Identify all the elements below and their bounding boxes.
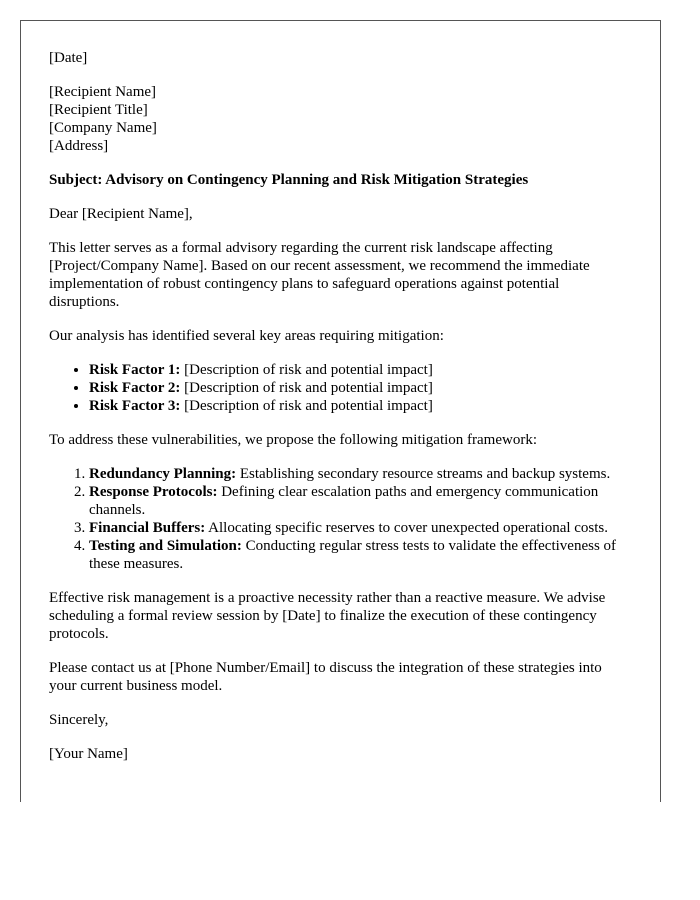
recipient-name: [Recipient Name]: [49, 84, 157, 100]
risk-factor-item: [89, 379, 632, 397]
closing: Sincerely,: [49, 712, 109, 728]
salutation: Dear [Recipient Name],: [49, 206, 193, 222]
signature: [Your Name]: [49, 746, 128, 762]
subject-line: Subject: Advisory on Contingency Planning and Risk Mitigation Strategies: [49, 172, 529, 188]
framework-paragraph: To address these vulnerabilities, we propose the following mitigation framework:: [49, 432, 537, 448]
contact-paragraph: Please contact us at [Phone Number/Email] to discuss the integration of these strategies into your current business model.: [49, 660, 602, 694]
risk-factor-label: Risk Factor 1:: [89, 362, 181, 378]
mitigation-label: Testing and Simulation:: [89, 538, 242, 554]
address: [Address]: [49, 138, 109, 154]
mitigation-item: [89, 537, 632, 573]
risk-factor-text: [Description of risk and potential impact]: [180, 398, 433, 414]
risk-factor-text: [Description of risk and potential impact]: [180, 362, 433, 378]
mitigation-text: Establishing secondary resource streams and backup systems.: [236, 466, 611, 482]
mitigation-label: Financial Buffers:: [89, 520, 206, 536]
mitigation-item: [89, 465, 632, 483]
letter-page: [20, 20, 661, 802]
mitigation-list: [49, 465, 632, 573]
risk-management-paragraph: Effective risk management is a proactive necessity rather than a reactive measure. We advise scheduling a formal review session by [Date] to finalize the execution of these contingency protocols.: [49, 590, 606, 642]
risk-factor-label: Risk Factor 3:: [89, 398, 181, 414]
mitigation-item: [89, 519, 632, 537]
intro-paragraph: This letter serves as a formal advisory regarding the current risk landscape affecting [Project/Company Name]. Based on our recent assessment, we recommend the immediate implementation of robust contingency plans to safeguard operations against potential disruptions.: [49, 240, 590, 310]
mitigation-label: Redundancy Planning:: [89, 466, 237, 482]
mitigation-text: Allocating specific reserves to cover unexpected operational costs.: [205, 520, 609, 536]
company-name: [Company Name]: [49, 120, 157, 136]
risk-factor-item: [89, 397, 632, 415]
risk-factor-list: [49, 361, 632, 415]
letter-date: [Date]: [49, 50, 88, 66]
mitigation-text: Conducting regular stress tests to validate the effectiveness of these measures.: [89, 538, 617, 572]
risk-factor-item: [89, 361, 632, 379]
risk-factor-label: Risk Factor 2:: [89, 380, 181, 396]
analysis-paragraph: Our analysis has identified several key areas requiring mitigation:: [49, 328, 444, 344]
mitigation-text: Defining clear escalation paths and emergency communication channels.: [89, 484, 599, 518]
mitigation-label: Response Protocols:: [89, 484, 218, 500]
recipient-title: [Recipient Title]: [49, 102, 148, 118]
risk-factor-text: [Description of risk and potential impact]: [180, 380, 433, 396]
mitigation-item: [89, 483, 632, 519]
recipient-block: [49, 83, 632, 155]
